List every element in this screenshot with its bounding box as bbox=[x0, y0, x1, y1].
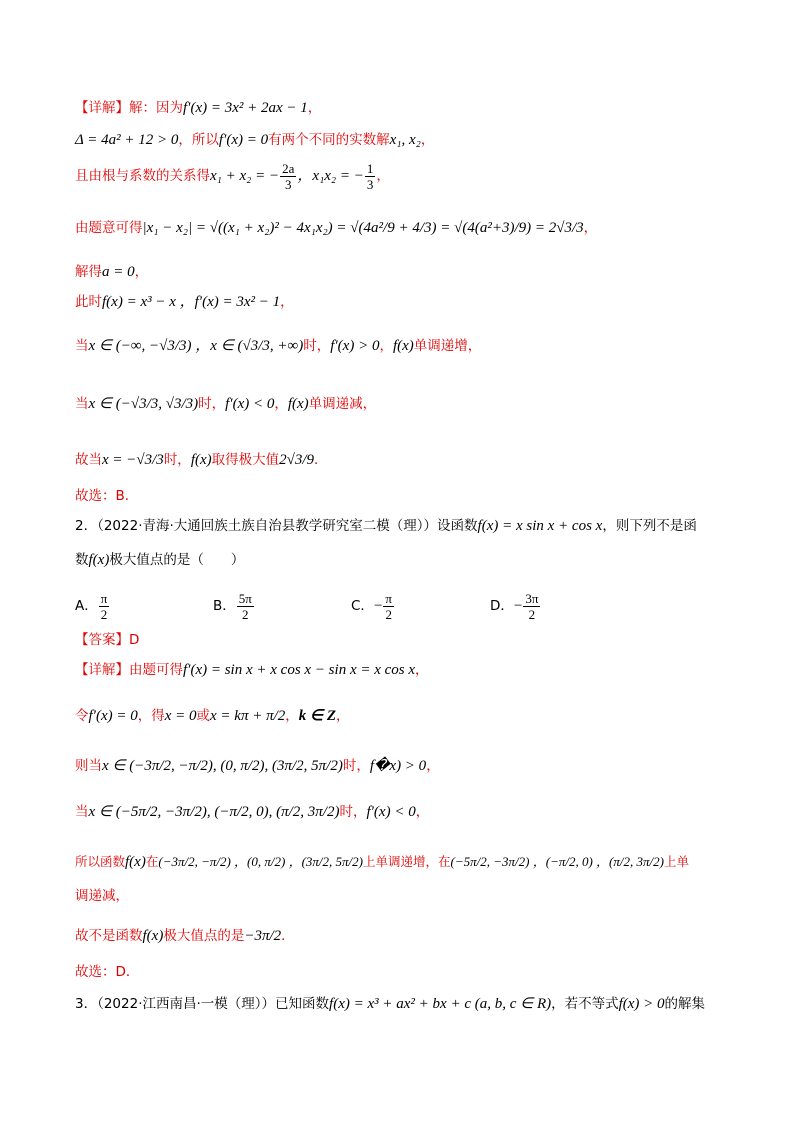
q2-detail-line-1: 【详解】由题可得f′(x) = sin x + x cos x − sin x = x cos x， bbox=[75, 662, 429, 678]
question-number: 2． bbox=[75, 518, 98, 534]
answer-choice-d: 故选：D． bbox=[75, 964, 140, 980]
q2-detail-line-4: 当x ∈ (−5π/2, −3π/2), (−π/2, 0), (π/2, 3π/2)时，f′(x) < 0， bbox=[75, 804, 430, 820]
detail-line-3: 且由根与系数的关系得x₁ + x₂ = − $\frac{2a}{3}$ ，x₁x₂ = − $\frac{1}{3}$ ， bbox=[75, 160, 390, 192]
q2-detail-line-2: 令f′(x) = 0，得x = 0或x = kπ + π/2，k ∈ Z， bbox=[75, 708, 350, 724]
distance-formula: |x₁ − x₂| = √((x₁ + x₂)² − 4x₁x₂) = √(4a²/9 + 4/3) = √(4(a²+3)/9) = 2√3/3 bbox=[142, 220, 584, 236]
option-d: D．− $\frac{3\pi}{2}$ bbox=[490, 590, 539, 622]
option-a: A． $\frac{\pi}{2}$ bbox=[75, 590, 108, 622]
derivative-formula: f′(x) = 3x² + 2ax − 1 bbox=[183, 100, 308, 116]
answer-label: 【答案】D bbox=[75, 632, 140, 648]
detail-line-2: Δ = 4a² + 12 > 0，所以f′(x) = 0有两个不同的实数解x₁, x₂， bbox=[75, 132, 435, 148]
fraction-1-over-3: $\frac{1}{3}$ bbox=[366, 160, 374, 192]
q2-detail-line-7: 故不是函数f(x)极大值点的是−3π/2． bbox=[75, 928, 295, 944]
option-b: B． $\frac{5\pi}{2}$ bbox=[213, 590, 252, 622]
detail-line-1: 【详解】解：因为f′(x) = 3x² + 2ax − 1， bbox=[75, 100, 322, 116]
detail-line-8: 当x ∈ (−√3/3, √3/3)时，f′(x) < 0，f(x)单调递减， bbox=[75, 396, 377, 412]
q2-detail-line-3: 则当x ∈ (−3π/2, −π/2), (0, π/2), (3π/2, 5π/2)时，f�x) > 0， bbox=[75, 758, 440, 774]
option-c: C．− $\frac{\pi}{2}$ bbox=[351, 590, 392, 622]
answer-choice-b: 故选：B． bbox=[75, 488, 139, 504]
q2-detail-line-5: 所以函数f(x)在(−3π/2, −π/2) ，(0, π/2) ，(3π/2, 5π/2)上单调递增，在(−5π/2, −3π/2) ，(−π/2, 0) ，(π/2, 3π/2)上单 bbox=[75, 854, 689, 870]
question-2-stem-line-2: 数f(x)极大值点的是（ ） bbox=[75, 552, 245, 568]
question-number: 3． bbox=[75, 996, 98, 1012]
detail-line-9: 故当x = −√3/3时，f(x)取得极大值2√3/9． bbox=[75, 452, 328, 468]
discriminant: Δ = 4a² + 12 > 0 bbox=[75, 132, 179, 148]
question-2-stem: 2．（2022·青海·大通回族土族自治县教学研究室二模（理））设函数f(x) = x sin x + cos x，则下列不是函 bbox=[75, 518, 697, 534]
detail-line-5: 解得a = 0， bbox=[75, 264, 149, 280]
q2-detail-line-6: 调递减， bbox=[75, 888, 129, 904]
detail-tag: 【详解】 bbox=[75, 100, 129, 116]
question-3-stem: 3．（2022·江西南昌·一模（理））已知函数f(x) = x³ + ax² + bx + c (a, b, c ∈ R)，若不等式f(x) > 0的解集 bbox=[75, 996, 706, 1012]
detail-line-7: 当x ∈ (−∞, −√3/3) ，x ∈ (√3/3, +∞)时，f′(x) > 0，f(x)单调递增， bbox=[75, 338, 482, 354]
fraction-2a-over-3: $\frac{2a}{3}$ bbox=[282, 160, 295, 192]
detail-line-6: 此时f(x) = x³ − x ，f′(x) = 3x² − 1， bbox=[75, 294, 294, 310]
detail-line-4: 由题意可得|x₁ − x₂| = √((x₁ + x₂)² − 4x₁x₂) = √(4a²/9 + 4/3) = √(4(a²+3)/9) = 2√3/3， bbox=[75, 220, 598, 236]
